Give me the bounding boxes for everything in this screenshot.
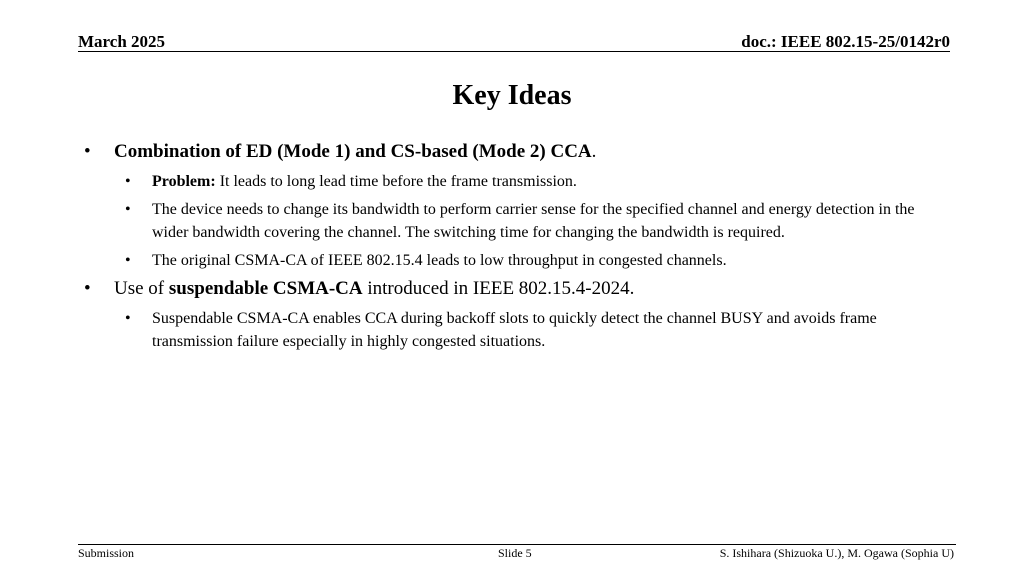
- footer-submission: Submission: [78, 546, 135, 560]
- bullet-dot: •: [84, 141, 91, 162]
- bullet-dot: •: [84, 278, 91, 299]
- bullet-dot: •: [125, 310, 131, 327]
- sub-text: The original CSMA-CA of IEEE 802.15.4 leads to low throughput in congested channels.: [152, 252, 727, 269]
- sub-bold: Problem:: [152, 173, 216, 190]
- header-doc-id: doc.: IEEE 802.15-25/0142r0: [741, 32, 950, 51]
- bullet-2-bold: suspendable CSMA-CA: [168, 278, 363, 299]
- bullet-dot: •: [125, 252, 131, 269]
- bullet-2-sub-1: [84, 307, 954, 353]
- bullet-2-tail: introduced in IEEE 802.15.4-2024.: [362, 278, 635, 299]
- slide-title: Key Ideas: [452, 80, 572, 111]
- bullet-2-pre: Use of: [114, 278, 169, 299]
- bullet-1-sub-2: [84, 198, 954, 244]
- header-date: March 2025: [78, 32, 166, 51]
- sub-text: Suspendable CSMA-CA enables CCA during backoff slots to quickly detect the channel BUSY and avoids frame transmission failure especially in highly congested situations.: [152, 310, 877, 350]
- footer-authors: S. Ishihara (Shizuoka U.), M. Ogawa (Sophia U): [719, 546, 954, 560]
- footer-rule: [78, 544, 956, 545]
- bullet-1-sub-1: [84, 170, 954, 193]
- bullet-1-bold: Combination of ED (Mode 1) and CS-based (Mode 2) CCA: [114, 141, 592, 162]
- footer-slide-number: Slide 5: [498, 546, 532, 560]
- sub-text: It leads to long lead time before the frame transmission.: [215, 173, 577, 190]
- header-rule: [78, 51, 950, 52]
- bullet-list: [84, 140, 954, 358]
- sub-text: The device needs to change its bandwidth to perform carrier sense for the specified channel and energy detection in the wider bandwidth covering the channel. The switching time for changing the bandwidth is required.: [152, 201, 915, 241]
- bullet-1-tail: .: [591, 141, 597, 162]
- bullet-dot: •: [125, 201, 131, 218]
- bullet-1: [84, 140, 954, 164]
- bullet-1-sub-3: [84, 249, 954, 272]
- bullet-dot: •: [125, 173, 131, 190]
- bullet-2: [84, 277, 954, 301]
